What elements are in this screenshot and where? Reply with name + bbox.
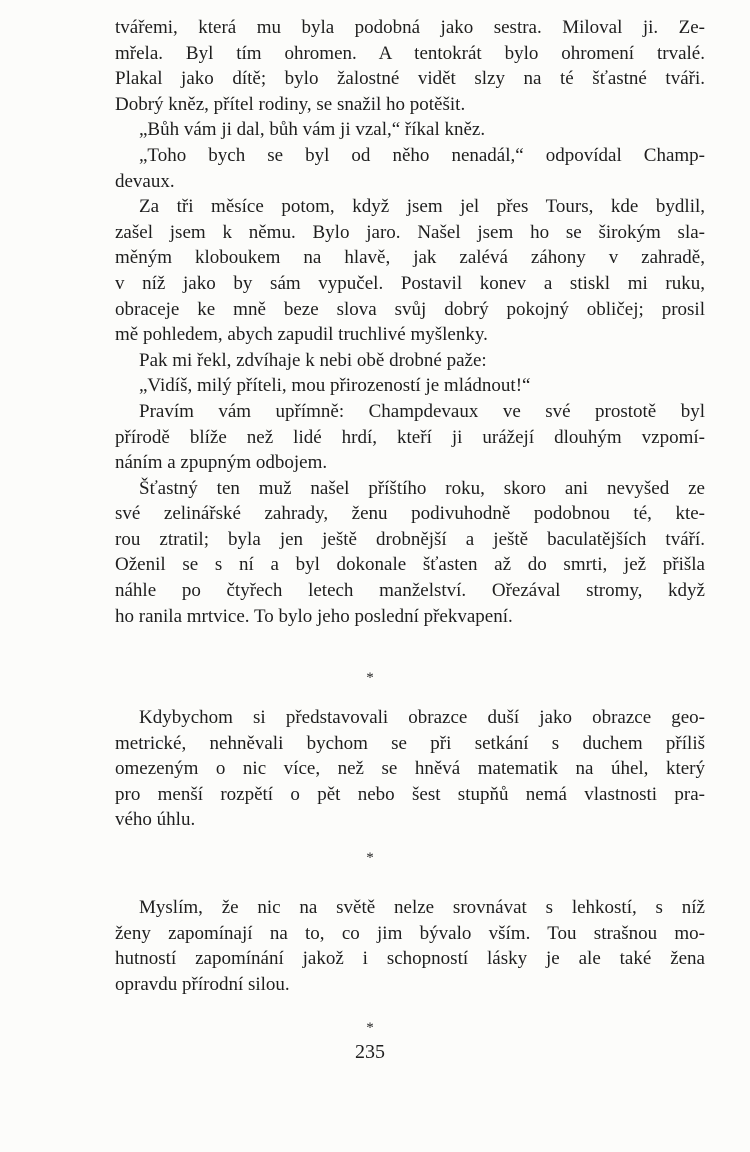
page-number: 235 [355,1041,385,1063]
text-line: vého úhlu. [115,809,196,831]
section-separator: * [366,850,374,866]
section-separator: * [366,670,374,686]
text-line: měným kloboukem na hlavě, jak zalévá záhony v zahradě, [115,247,705,269]
text-line: své zelinářské zahrady, ženu podivuhodně podobnou té, kte- [115,503,705,525]
text-line: metrické, nehněvali bychom se při setkání s duchem příliš [115,732,705,754]
text-line: Oženil se s ní a byl dokonale šťasten až do smrti, jež přišla [115,554,705,576]
text-line: v níž jako by sám vypučel. Postavil konev a stiskl mi ruku, [115,272,705,294]
text-line: Myslím, že nic na světě nelze srovnávat s lehkostí, s níž [139,897,705,918]
text-line: Šťastný ten muž našel příštího roku, skoro ani nevyšed ze [139,477,705,499]
text-line: Za tři měsíce potom, když jsem jel přes Tours, kde bydlil, [139,196,705,218]
text-line: pro menší rozpětí o pět nebo šest stupňů nemá vlastnosti pra- [115,783,705,805]
text-line: přírodě blíže než lidé hrdí, kteří ji urážejí dlouhým vzpomí- [115,426,705,448]
text-line: „Toho bych se byl od něho nenadál,“ odpovídal Champ- [139,144,705,166]
text-line: Plakal jako dítě; bylo žalostné vidět slzy na té šťastné tváři. [115,68,705,90]
text-line: mřela. Byl tím ohromen. A tentokrát bylo ohromení trvalé. [115,42,705,64]
text-line: zašel jsem k němu. Bylo jaro. Našel jsem ho se širokým sla- [115,221,705,243]
text-line: náním a zpupným odbojem. [115,452,328,474]
text-line: tvářemi, která mu byla podobná jako sestra. Miloval ji. Ze- [115,17,705,38]
text-line: Pravím vám upřímně: Champdevaux ve své prostotě byl [139,400,705,422]
text-line: opravdu přírodní silou. [115,973,290,995]
text-line: omezeným o nic více, než se hněvá matematik na úhel, který [115,758,705,780]
text-section-3 [115,895,705,997]
text-line: Pak mi řekl, zdvíhaje k nebi obě drobné paže: [139,349,487,371]
text-line: Kdybychom si představovali obrazce duší jako obrazce geo- [139,707,705,728]
text-line: ho ranila mrtvice. To bylo jeho poslední překvapení. [115,605,513,627]
text-section-1 [115,15,705,629]
text-line: devaux. [115,170,175,192]
text-line: Dobrý kněz, přítel rodiny, se snažil ho potěšit. [115,93,466,115]
text-line: mě pohledem, abych zapudil truchlivé myšlenky. [115,324,488,346]
text-line: hutností zapomínání jakož i schopností lásky je ale také žena [115,948,705,970]
text-line: náhle po čtyřech letech manželství. Ořezával stromy, když [115,580,705,602]
text-section-2 [115,705,705,833]
text-line: rou ztratil; byla jen ještě drobnější a ještě baculatějších tváří. [115,528,705,550]
section-separator: * [366,1020,374,1036]
text-line: obraceje ke mně beze slova svůj dobrý pokojný obličej; prosil [115,298,705,320]
text-line: ženy zapomínají na to, co jim bývalo vším. Tou strašnou mo- [115,922,705,944]
text-line: „Vidíš, milý příteli, mou přirozeností je mládnout!“ [139,375,531,397]
text-line: „Bůh vám ji dal, bůh vám ji vzal,“ říkal kněz. [139,119,486,141]
